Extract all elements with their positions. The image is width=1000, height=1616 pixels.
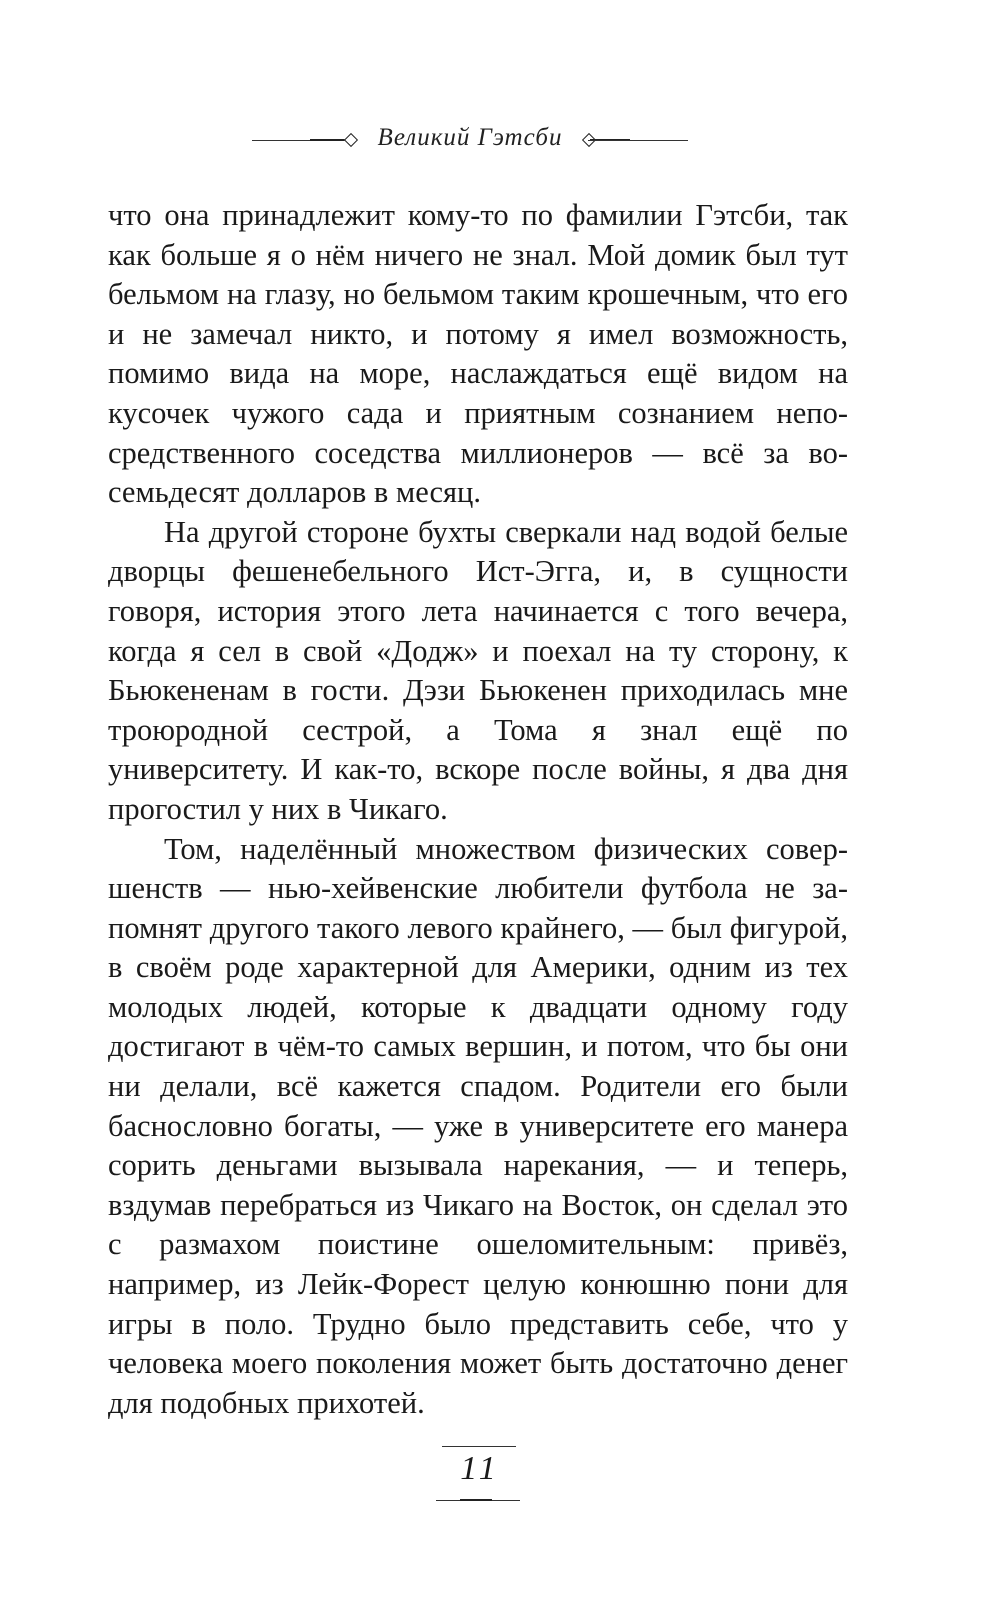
body-text — [108, 196, 848, 1423]
paragraph-3: Том, наделённый множеством физических совершенств — нью-хейвенские любители футбола не запомнят другого такого левого крайнего, — был фигурой, в своём роде характерной для Америки, одним из тех молодых людей, которые к двадцати одному году достигают в чём-то самых вершин, и потом, что бы они ни делали, всё кажется спадом. Родители его были баснословно богаты, — уже в университете его манера сорить деньгами вызывала нарекания, — и теперь, вздумав перебраться из Чикаго на Восток, он сделал это с размахом поистине ошеломительным: привёз, например, из Лейк-Форест целую конюшню пони для игры в поло. Трудно было представить себе, что у человека моего поколения может быть достаточно денег для подобных прихотей. — [108, 831, 848, 1420]
footer-rule-bottom-accent — [460, 1499, 492, 1501]
page-number: 11 — [460, 1450, 500, 1487]
header-ornament-left-icon — [344, 133, 358, 147]
paragraph-2: На другой стороне бухты сверкали над водой белые дворцы фешенебельного Ист-Эгга, и, в сущности говоря, история этого лета начинается с того вечера, когда я сел в свой «Додж» и поехал на ту сторону, к Бьюкененам в гости. Дэзи Бьюкенен приходилась мне троюродной сестрой, а Тома я знал ещё по университету. И как-то, вскоре после войны, я два дня прогостил у них в Чикаго. — [108, 514, 848, 826]
footer-rule-top — [442, 1446, 516, 1447]
running-header — [0, 124, 1000, 158]
running-title: Великий Гэтсби — [377, 124, 563, 151]
header-rule-right — [588, 140, 688, 141]
page-footer — [0, 1446, 1000, 1516]
paragraph-1: что она принадлежит кому-то по фамилии Гэтсби, так как больше я о нём ничего не знал. Мой домик был тут бельмом на глазу, но бельмом таким крошечным, что его и не замечал никто, и потому я имел возможность, помимо вида на море, наслаждаться ещё видом на кусочек чужого сада и приятным сознанием непосредственного соседства миллионеров — всё за восемьдесят долларов в месяц. — [108, 198, 848, 510]
